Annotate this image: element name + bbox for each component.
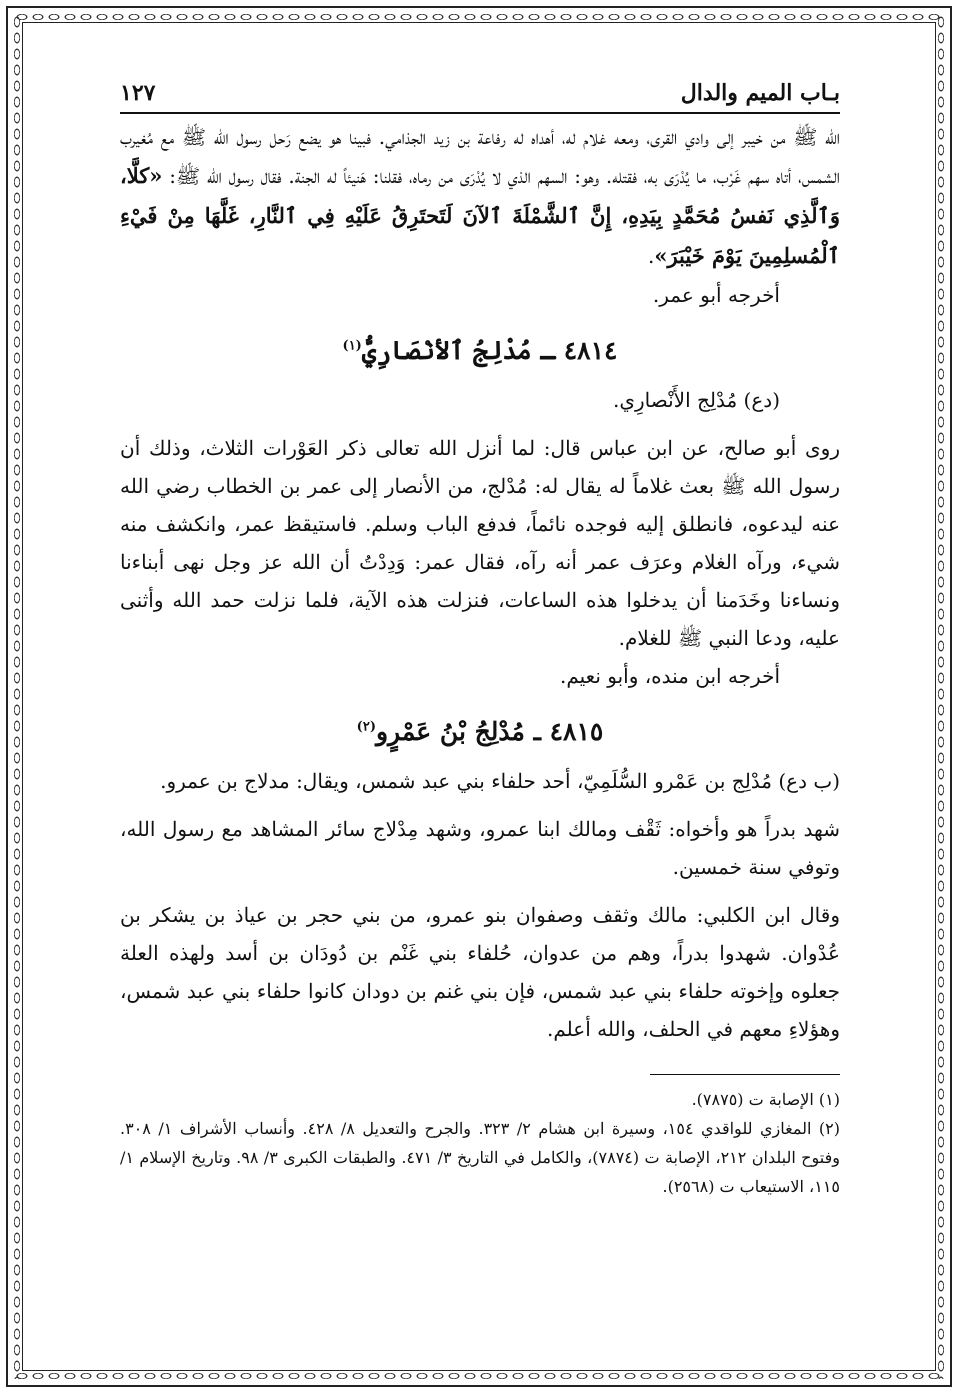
entry-paragraph: شهد بدراً هو وأخواه: ثَقْف ومالك ابنا عمرو، وشهد مِدْلاج سائر المشاهد مع رسول الله، وتوفي سنة خمسين.	[120, 817, 840, 879]
entry-body: روى أبو صالح، عن ابن عباس قال: لما أنزل الله تعالى ذكر العَوْرات الثلاث، وذلك أن رسول الله ﷺ بعث غلاماً له يقال له: مُدْلج، من الأنصار إلى عمر بن الخطاب رضي الله عنه ليدعوه، فانطلق إليه فوجده نائماً، فدفع الباب وسلم. فاستيقظ عمر، وانكشف منه شيء، ورآه الغلام وعرَف عمر أنه رآه، فقال عمر: وَدِدْتُ أن الله عز وجل نهى أبناءنا ونساءنا وخَدَمنا أن يدخلوا هذه الساعات، فنزلت هذه الآية، فلما نزلت حمد الله وأثنى عليه، ودعا النبي ﷺ للغلام.	[120, 436, 840, 650]
intro-source: أخرجه أبو عمر.	[652, 283, 780, 307]
chapter-title: بـاب الميم والدال	[680, 80, 840, 106]
hadith-end: .	[647, 244, 655, 268]
running-header	[120, 80, 840, 114]
entry-heading-4814	[120, 336, 840, 365]
footnote-2: (٢) المغازي للواقدي ١٥٤، وسيرة ابن هشام ٢/ ٣٢٣. والجرح والتعديل ٨/ ٤٢٨. وأنساب الأشراف ١/ ٣٠٨. وفتوح البلدان ٢١٢، الإصابة ت (٧٨٧٤)، والكامل في التاريخ ٣/ ٤٧١. والطبقات الكبرى ٣/ ٩٨. وتاريخ الإسلام ١/ ١١٥، الاستيعاب ت (٢٥٦٨).	[120, 1119, 840, 1196]
entry-code-line: (ب دع) مُدْلِج بن عَمْرو السُّلَمِيّ، أحد حلفاء بني عبد شمس، ويقال: مدلاج بن عمرو.	[160, 769, 840, 793]
hadith-quote: «كلَّا، وَٱلَّذِي نَفسُ مُحَمَّدٍ بِيَدِهِ، إِنَّ ٱلشَّمْلَةَ ٱلآنَ لَتَحتَرِقُ عَلَيْهِ فِي ٱلنَّارِ، غَلَّهَا مِنْ فَيْءِ ٱلْمُسلِمِينَ يَوْمَ خَيْبَرَ»	[120, 163, 840, 268]
entry-heading-4815	[120, 717, 840, 746]
intro-text: الله ﷺ من خيبر إلى وادي القرى، ومعه غلام له، أهداه له رفاعة بن زيد الجذامي. فبينا هو يضع رَحل رسول الله ﷺ مع مُغيرب الشمس، أتاه سهم غَرْب، ما يُدْرَى به، فقتله. وهو: السهم الذي لا يُدْرَى من رماه، فقلنا: هَنيئاً له الجنة. فقال رسول الله ﷺ:	[120, 125, 840, 188]
page-number: ١٢٧	[120, 80, 156, 106]
footnote-ref: (١)	[342, 338, 362, 354]
entry-source: أخرجه ابن منده، وأبو نعيم.	[559, 664, 780, 688]
footnote-ref: (٢)	[356, 719, 376, 735]
entry-paragraph: وقال ابن الكلبي: مالك وثقف وصفوان بنو عمرو، من بني حجر بن عياذ بن يشكر بن عُدْوان. شهدوا بدراً، وهم من عدوان، حُلفاء بني غَنْم بن دُودَان بن أسد ولهذه العلة جعلوه وإخوته حلفاء بني عبد شمس، فإن بني غنم بن دودان كانوا حلفاء بني عبد شمس، وهؤلاءِ معهم في الحلف، والله أعلم.	[120, 903, 840, 1041]
footnote-divider	[650, 1074, 840, 1075]
border-ornament-left	[10, 14, 24, 1379]
border-ornament-bottom	[14, 1369, 944, 1383]
entry-heading-text: ٤٨١٤ ـ مُدْلِجُ ٱلأنْصَارِيُّ	[361, 336, 618, 365]
intro-paragraph	[120, 118, 840, 276]
footnote-1: (١) الإصابة ت (٧٨٧٥).	[691, 1090, 840, 1109]
page-content	[120, 80, 840, 1201]
border-ornament-top	[14, 10, 944, 24]
entry-heading-text: ٤٨١٥ ـ مُدْلِجُ بْنُ عَمْرٍو	[375, 717, 604, 746]
border-ornament-right	[934, 14, 948, 1379]
entry-code-line: (دع) مُدْلِج الأَنْصارِي.	[612, 388, 780, 412]
